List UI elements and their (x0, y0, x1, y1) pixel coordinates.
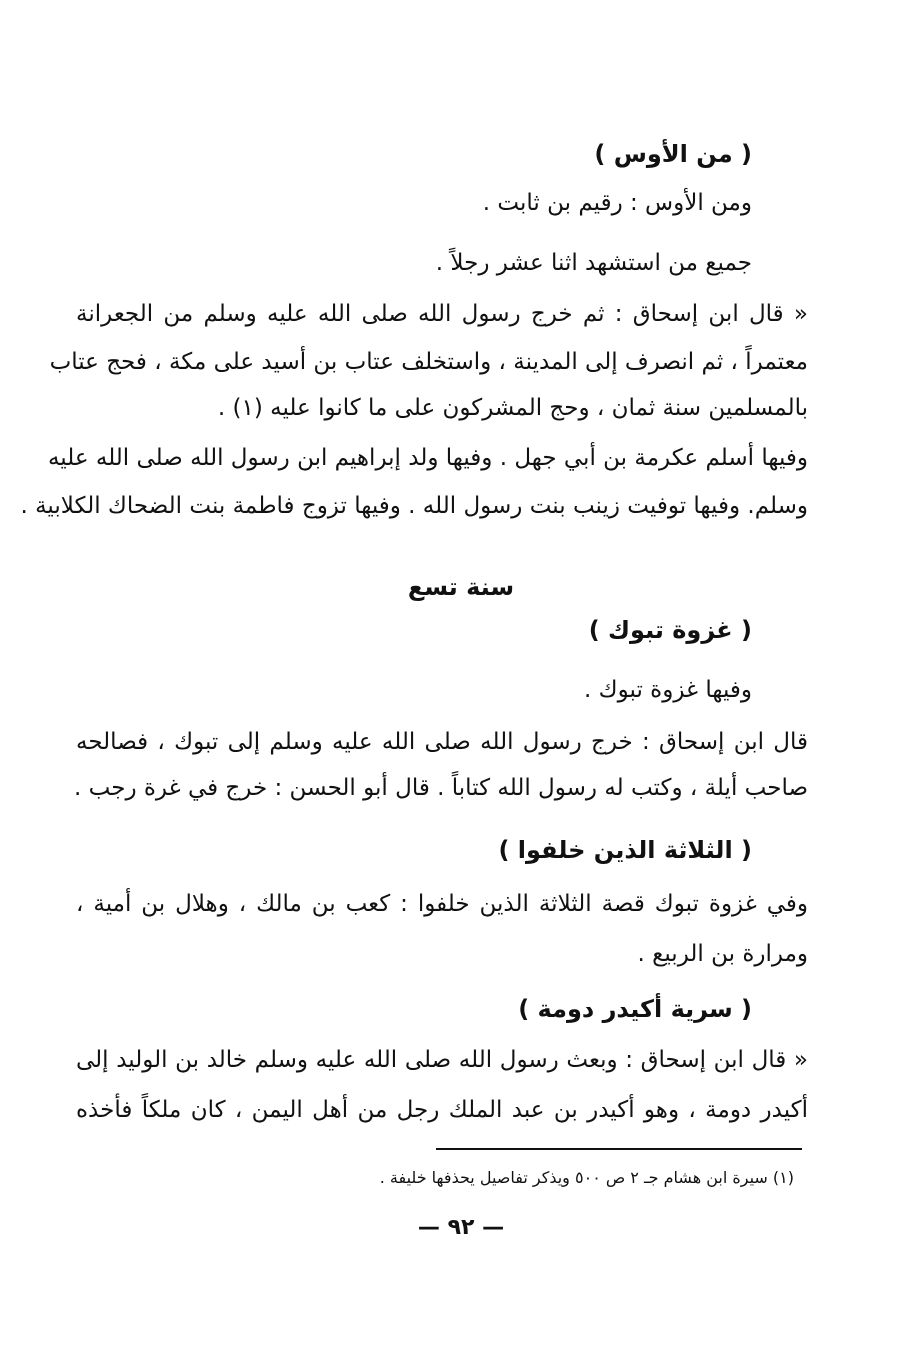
section-heading-three: ( الثلاثة الذين خلفوا ) (498, 836, 752, 864)
text-line: وسلم. وفيها توفيت زينب بنت رسول الله . وفيها تزوج فاطمة بنت الضحاك الكلابية . (20, 493, 808, 519)
page-number: — ٩٢ — (417, 1215, 505, 1240)
section-heading-aws: ( من الأوس ) (594, 140, 752, 168)
text-line: بالمسلمين سنة ثمان ، وحج المشركون على ما كانوا عليه (١) . (217, 395, 808, 421)
text-line: وفيها أسلم عكرمة بن أبي جهل . وفيها ولد إبراهيم ابن رسول الله صلى الله عليه (47, 445, 808, 471)
text-line: وفيها غزوة تبوك . (584, 677, 752, 703)
footnote: (١) سيرة ابن هشام جـ ٢ ص ٥٠٠ ويذكر تفاصيل يحذفها خليفة . (379, 1168, 794, 1187)
year-heading: سنة تسع (407, 573, 515, 601)
text-line: ومن الأوس : رقيم بن ثابت . (482, 190, 752, 216)
text-line: « قال ابن إسحاق : ثم خرج رسول الله صلى الله عليه وسلم من الجعرانة (76, 301, 808, 327)
section-heading-tabuk: ( غزوة تبوك ) (588, 616, 752, 644)
text-line: جميع من استشهد اثنا عشر رجلاً . (435, 250, 752, 276)
text-line: أكيدر دومة ، وهو أكيدر بن عبد الملك رجل من أهل اليمن ، كان ملكاً فأخذه (76, 1097, 808, 1123)
text-line: قال ابن إسحاق : خرج رسول الله صلى الله عليه وسلم إلى تبوك ، فصالحه (76, 729, 808, 755)
text-line: وفي غزوة تبوك قصة الثلاثة الذين خلفوا : كعب بن مالك ، وهلال بن أمية ، (76, 891, 808, 917)
text-line: معتمراً ، ثم انصرف إلى المدينة ، واستخلف عتاب بن أسيد على مكة ، فحج عتاب (49, 349, 808, 375)
text-line: « قال ابن إسحاق : وبعث رسول الله صلى الله عليه وسلم خالد بن الوليد إلى (76, 1047, 808, 1073)
section-heading-ukaydir: ( سرية أكيدر دومة ) (518, 995, 752, 1023)
footnote-divider (436, 1148, 802, 1150)
text-line: صاحب أيلة ، وكتب له رسول الله كتاباً . قال أبو الحسن : خرج في غرة رجب . (74, 775, 808, 801)
text-line: ومرارة بن الربيع . (637, 941, 808, 967)
